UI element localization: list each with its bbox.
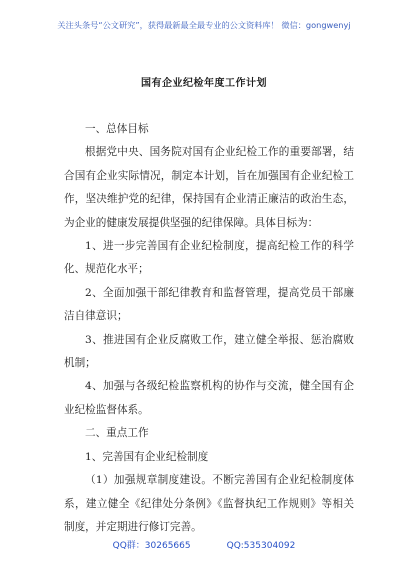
list-item: 3、推进国有企业反腐败工作，建立健全举报、惩治腐败机制；	[64, 333, 354, 370]
subsection-heading: 1、完善国有企业纪检制度	[85, 450, 209, 463]
list-item: 4、加强与各级纪检监察机构的协作与交流，健全国有企业纪检监督体系。	[64, 380, 354, 416]
document-title: 国有企业纪检年度工作计划	[141, 78, 267, 89]
document-body	[64, 118, 354, 539]
section-heading-1: 一、总体目标	[85, 123, 149, 135]
section-heading-2: 二、重点工作	[85, 427, 149, 440]
list-item: 2、全面加强干部纪律教育和监督管理，提高党员干部廉洁自律意识；	[64, 286, 354, 323]
paragraph-intro: 根据党中央、国务院对国有企业纪检工作的重要部署，结合国有企业实际情况，制定本计划，旨在加强国有企业纪检工作，坚决维护党的纪律，保持国有企业清正廉洁的政治生态，为企业的健康发展提供坚强的纪律保障。具体目标为：	[64, 146, 354, 229]
footer-contact	[0, 538, 408, 551]
list-item: 1、进一步完善国有企业纪检制度，提高纪检工作的科学化、规范化水平；	[64, 240, 354, 276]
paragraph-detail: （1）加强规章制度建设。不断完善国有企业纪检制度体系，建立健全《纪律处分条例》《监督执纪工作规则》等相关制度，并定期进行修订完善。	[64, 474, 354, 533]
header-banner: 关注头条号“公文研究”，获得最新最全最专业的公文资料库！ 微信：gongwenyj	[57, 20, 351, 30]
qq-group-label: QQ群：30265665	[112, 541, 191, 551]
qq-contact-label: QQ:535304092	[226, 541, 296, 551]
